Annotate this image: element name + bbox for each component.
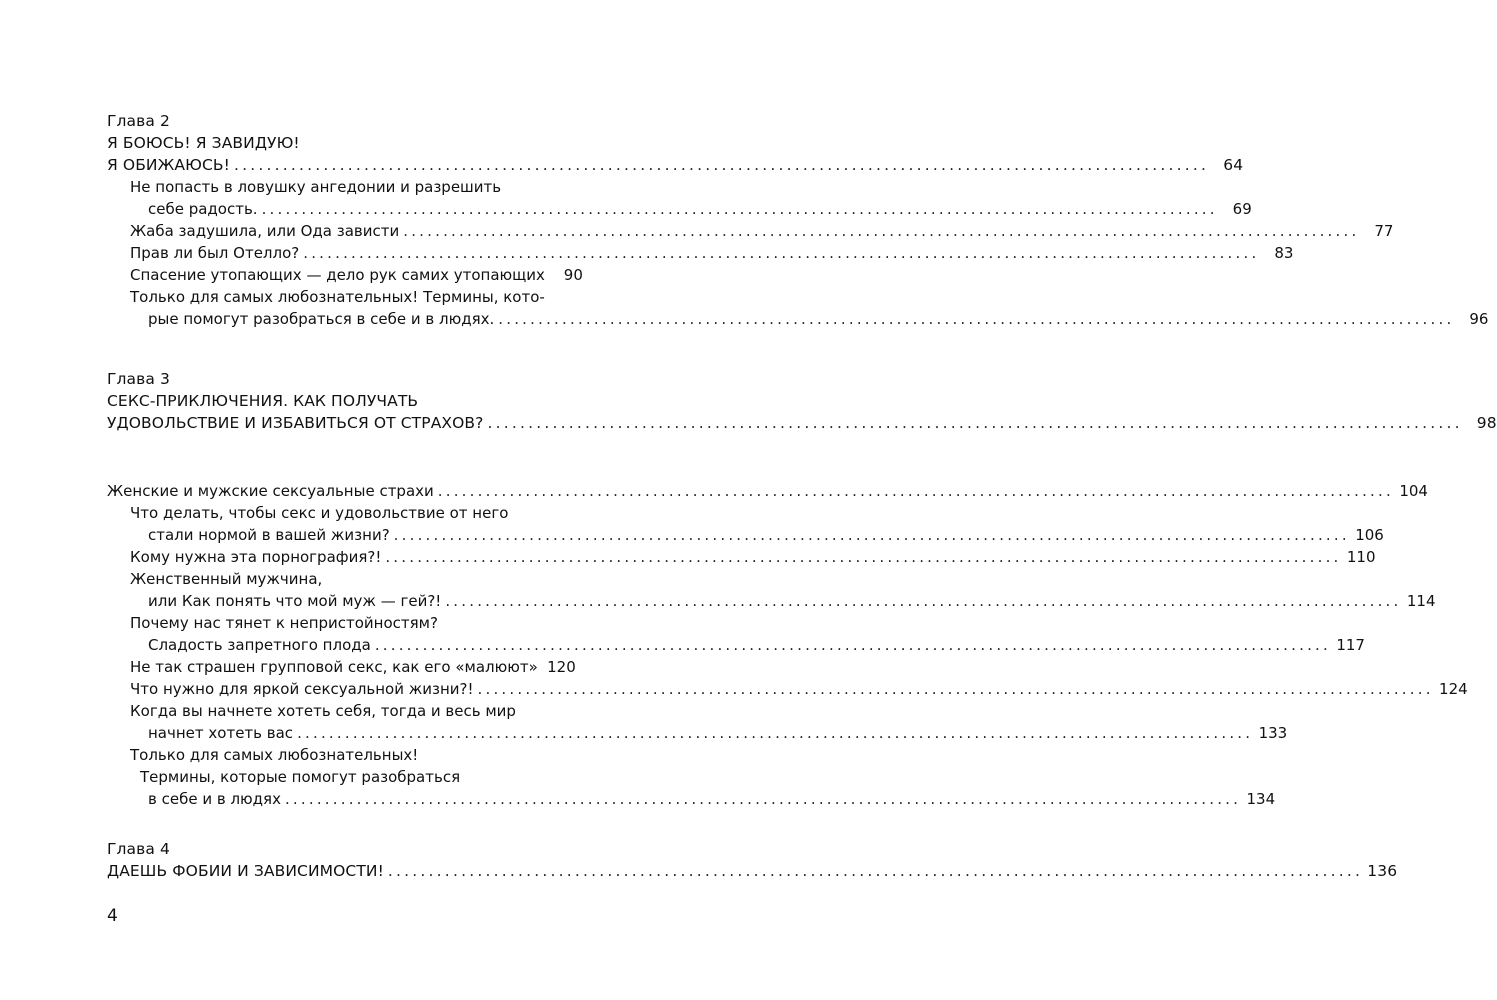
toc-entry-text: себе радость.	[148, 200, 258, 218]
leader-dots: ........................................................................................................................	[261, 200, 1218, 218]
toc-entry-page: 77	[1374, 222, 1394, 240]
leader-dots: ........................................................................................................................	[498, 310, 1455, 328]
chapter-2-block	[107, 110, 1489, 330]
chapter-2-title-line2: Я ОБИЖАЮСЬ!	[107, 156, 230, 174]
toc-entry-text: стали нормой в вашей жизни?	[148, 526, 390, 544]
leader-dots: ........................................................................................................................	[403, 222, 1360, 240]
leader-dots: ........................................................................................................................	[437, 482, 1394, 500]
chapter-3-label: Глава 3	[107, 370, 170, 388]
section-title: Женские и мужские сексуальные страхи	[107, 482, 434, 500]
toc-entry-text: или Как понять что мой муж — гей?!	[148, 592, 442, 610]
chapter-4-label: Глава 4	[107, 840, 170, 858]
chapter-3-title-row[interactable]	[107, 412, 1497, 434]
toc-entry-row[interactable]	[107, 634, 1365, 656]
toc-entry-page: 124	[1439, 680, 1468, 698]
toc-entry-text: начнет хотеть вас	[148, 724, 294, 742]
toc-entry-page: 69	[1232, 200, 1252, 218]
toc-entry-page: 117	[1336, 636, 1365, 654]
leader-dots: ........................................................................................................................	[393, 526, 1350, 544]
chapter-2-title-row[interactable]	[107, 154, 1244, 176]
toc-entry-page: 83	[1274, 244, 1294, 262]
toc-entry-text: в себе и в людях	[148, 790, 281, 808]
toc-entry-line[interactable]: Когда вы начнете хотеть себя, тогда и весь мир	[130, 702, 516, 720]
toc-entry-line[interactable]: Почему нас тянет к непристойностям?	[130, 614, 438, 632]
toc-entry-page: 134	[1246, 790, 1276, 808]
toc-entry-row[interactable]	[107, 308, 1489, 330]
chapter-3-block	[107, 368, 1497, 434]
toc-entry-text: Жаба задушила, или Ода зависти	[130, 222, 400, 240]
toc-entry-line[interactable]: Не попасть в ловушку ангедонии и разрешить	[130, 178, 502, 196]
toc-entry-line[interactable]: Что делать, чтобы секс и удовольствие от него	[130, 504, 509, 522]
toc-entry-page: 106	[1355, 526, 1384, 544]
toc-entry-text: Сладость запретного плода	[148, 636, 371, 654]
toc-entry-line[interactable]: Женственный мужчина,	[130, 570, 323, 588]
toc-entry-row[interactable]	[107, 546, 1376, 568]
chapter-2-title-line1: Я БОЮСЬ! Я ЗАВИДУЮ!	[107, 134, 300, 152]
toc-entry-text: Прав ли был Отелло?	[130, 244, 300, 262]
leader-dots: ........................................................................................................................	[385, 548, 1342, 566]
toc-entry-text: Кому нужна эта порнография?!	[130, 548, 382, 566]
toc-entry-page: 133	[1258, 724, 1288, 742]
leader-dots: ........................................................................................................................	[387, 862, 1364, 880]
chapter-3-page: 98	[1476, 414, 1497, 432]
chapter-3-section-block	[107, 480, 1468, 810]
toc-entry-row[interactable]	[107, 242, 1294, 264]
toc-entry-page: 90	[563, 266, 583, 284]
toc-entry-row[interactable]	[107, 722, 1288, 744]
toc-entry-text: Спасение утопающих — дело рук самих утопающих	[130, 266, 545, 284]
leader-dots: ........................................................................................................................	[477, 680, 1434, 698]
leader-dots: ........................................................................................................................	[284, 790, 1242, 808]
chapter-4-block	[107, 838, 1398, 882]
toc-entry-row[interactable]	[107, 678, 1468, 700]
toc-entry-row[interactable]	[107, 656, 576, 678]
toc-entry-row[interactable]	[107, 788, 1276, 810]
toc-entry-row[interactable]	[107, 524, 1384, 546]
leader-dots: ........................................................................................................................	[445, 592, 1402, 610]
section-title-row[interactable]	[107, 480, 1428, 502]
leader-dots: ........................................................................................................................	[303, 244, 1260, 262]
chapter-4-title: ДАЕШЬ ФОБИИ И ЗАВИСИМОСТИ!	[107, 862, 384, 880]
chapter-2-label: Глава 2	[107, 112, 170, 130]
toc-entry-page: 96	[1469, 310, 1489, 328]
toc-entry-line[interactable]: Только для самых любознательных! Термины, кото-	[130, 288, 545, 306]
chapter-3-title-line2: УДОВОЛЬСТВИЕ И ИЗБАВИТЬСЯ ОТ СТРАХОВ?	[107, 414, 484, 432]
leader-dots: ........................................................................................................................	[233, 156, 1210, 174]
toc-entry-line[interactable]: Термины, которые помогут разобраться	[140, 768, 461, 786]
toc-entry-row[interactable]	[107, 590, 1436, 612]
toc-entry-text: Не так страшен групповой секс, как его «малюют»	[130, 658, 538, 676]
toc-entry-page: 120	[547, 658, 576, 676]
leader-dots: ........................................................................................................................	[374, 636, 1331, 654]
page-number: 4	[107, 906, 118, 926]
section-page: 104	[1399, 482, 1428, 500]
toc-entry-page: 114	[1406, 592, 1436, 610]
toc-entry-text: Что нужно для яркой сексуальной жизни?!	[130, 680, 474, 698]
toc-entry-line[interactable]: Только для самых любознательных!	[130, 746, 419, 764]
toc-entry-row[interactable]	[107, 198, 1252, 220]
leader-dots: ........................................................................................................................	[297, 724, 1254, 742]
toc-entry-row[interactable]	[107, 220, 1394, 242]
toc-entry-row[interactable]	[107, 264, 583, 286]
toc-entry-page: 110	[1346, 548, 1376, 566]
chapter-4-title-row[interactable]	[107, 860, 1398, 882]
chapter-3-title-line1: СЕКС-ПРИКЛЮЧЕНИЯ. КАК ПОЛУЧАТЬ	[107, 392, 419, 410]
chapter-2-page: 64	[1223, 156, 1244, 174]
chapter-4-page: 136	[1367, 862, 1398, 880]
toc-entry-text: рые помогут разобраться в себе и в людях.	[148, 310, 495, 328]
leader-dots: ........................................................................................................................	[487, 414, 1463, 432]
